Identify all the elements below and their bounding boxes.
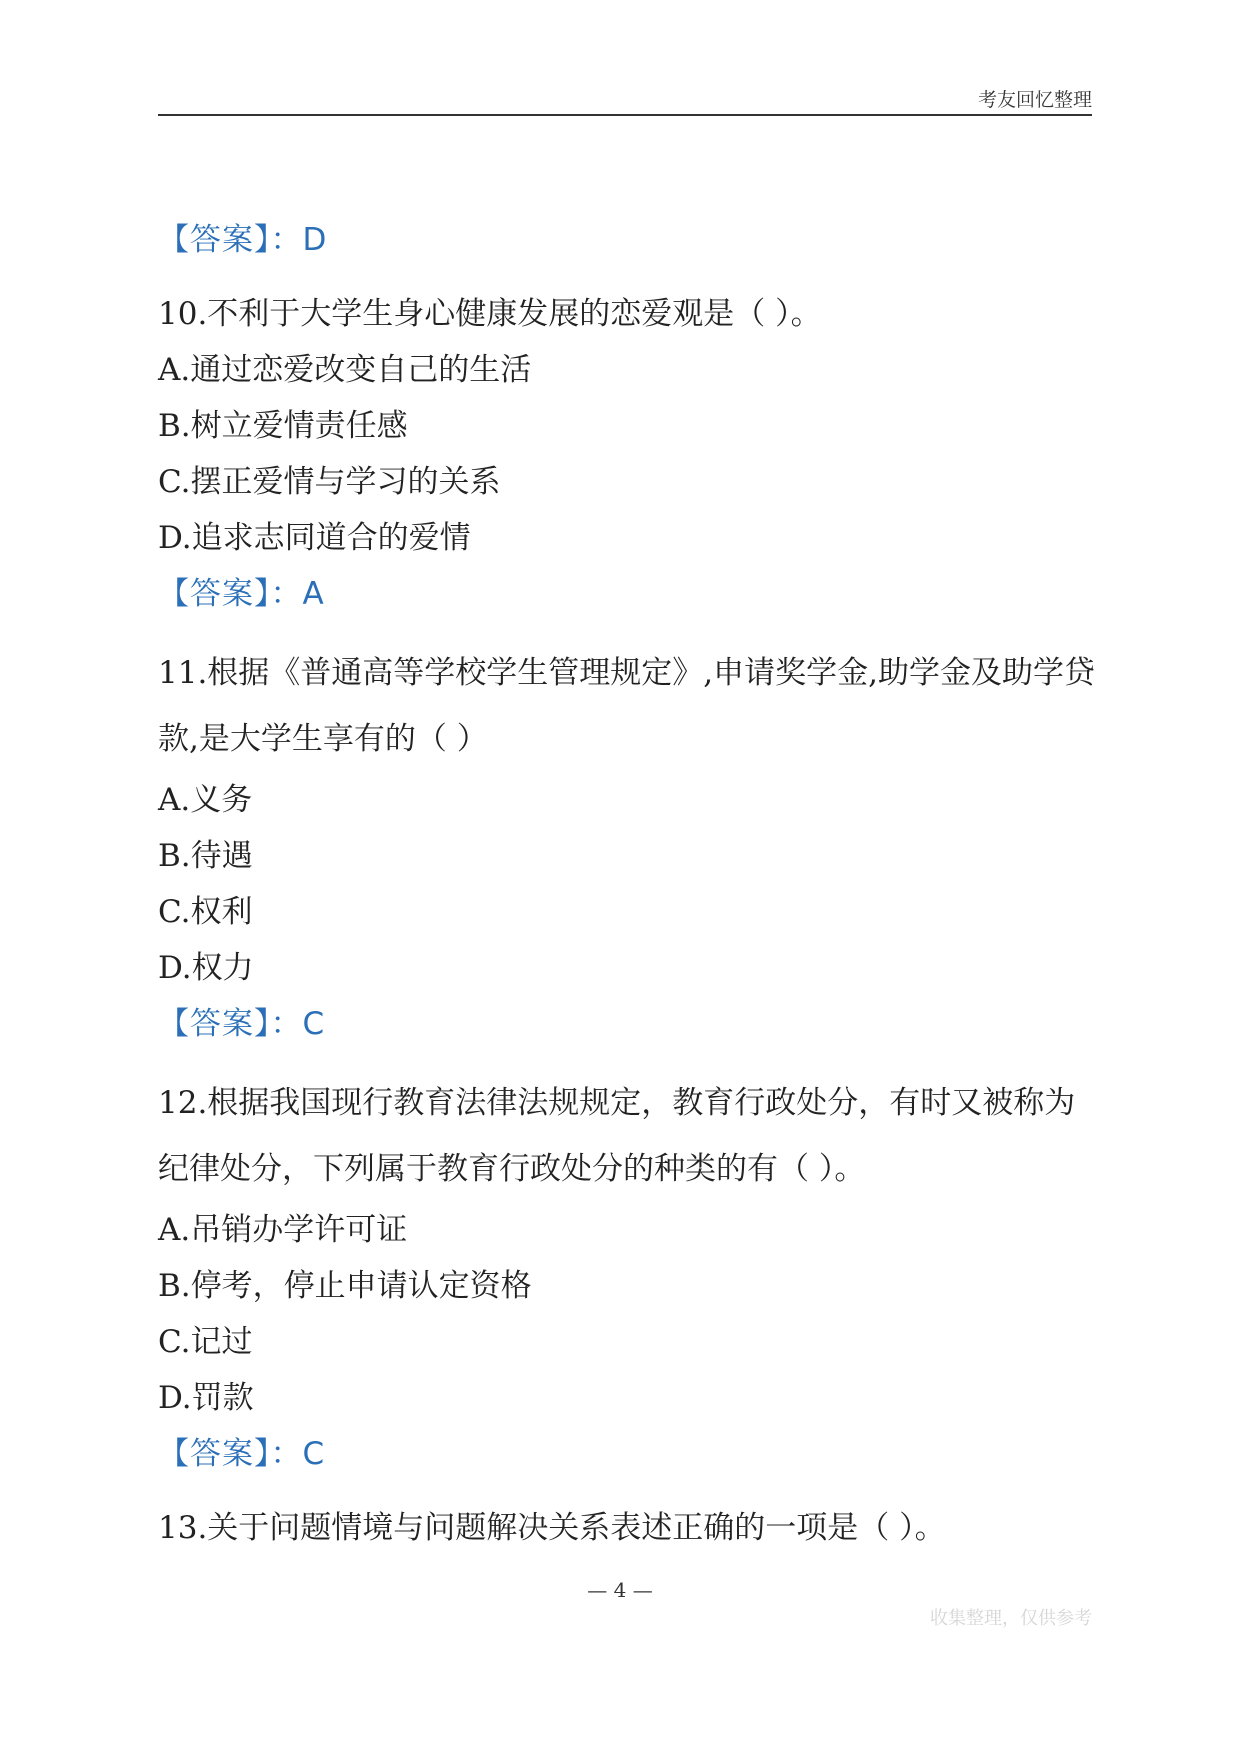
answer-q12: 【答案】：C: [158, 1436, 326, 1472]
option-11-d: D.权力: [158, 950, 254, 986]
option-10-b: B.树立爱情责任感: [158, 408, 408, 444]
answer-q10: 【答案】：A: [158, 576, 325, 612]
option-11-c: C.权利: [158, 894, 253, 930]
page-number: — 4 —: [587, 1578, 653, 1602]
option-12-a: A.吊销办学许可证: [158, 1212, 408, 1248]
header-divider: [158, 114, 1092, 116]
question-12: 12.根据我国现行教育法律法规规定，教育行政处分，有时又被称为纪律处分，下列属于教育行政处分的种类的有（ ）。: [158, 1085, 1076, 1187]
header-title: 考友回忆整理: [977, 89, 1092, 111]
option-12-c: C.记过: [158, 1324, 253, 1360]
watermark: 收集整理，仅供参考: [930, 1608, 1092, 1629]
question-10: 10.不利于大学生身心健康发展的恋爱观是（ ）。: [158, 296, 822, 332]
option-11-a: A.义务: [158, 782, 253, 818]
answer-q9: 【答案】：D: [158, 222, 328, 258]
option-12-b: B.停考，停止申请认定资格: [158, 1268, 532, 1304]
answer-q11: 【答案】：C: [158, 1006, 326, 1042]
option-10-c: C.摆正爱情与学习的关系: [158, 464, 501, 500]
option-10-a: A.通过恋爱改变自己的生活: [158, 352, 532, 388]
option-11-b: B.待遇: [158, 838, 253, 874]
option-12-d: D.罚款: [158, 1380, 254, 1416]
option-10-d: D.追求志同道合的爱情: [158, 520, 471, 556]
exam-content: [158, 212, 1098, 1556]
question-11: 11.根据《普通高等学校学生管理规定》,申请奖学金,助学金及助学贷款,是大学生享有的（ ）: [158, 655, 1096, 757]
question-13: 13.关于问题情境与问题解决关系表述正确的一项是（ ）。: [158, 1510, 946, 1546]
